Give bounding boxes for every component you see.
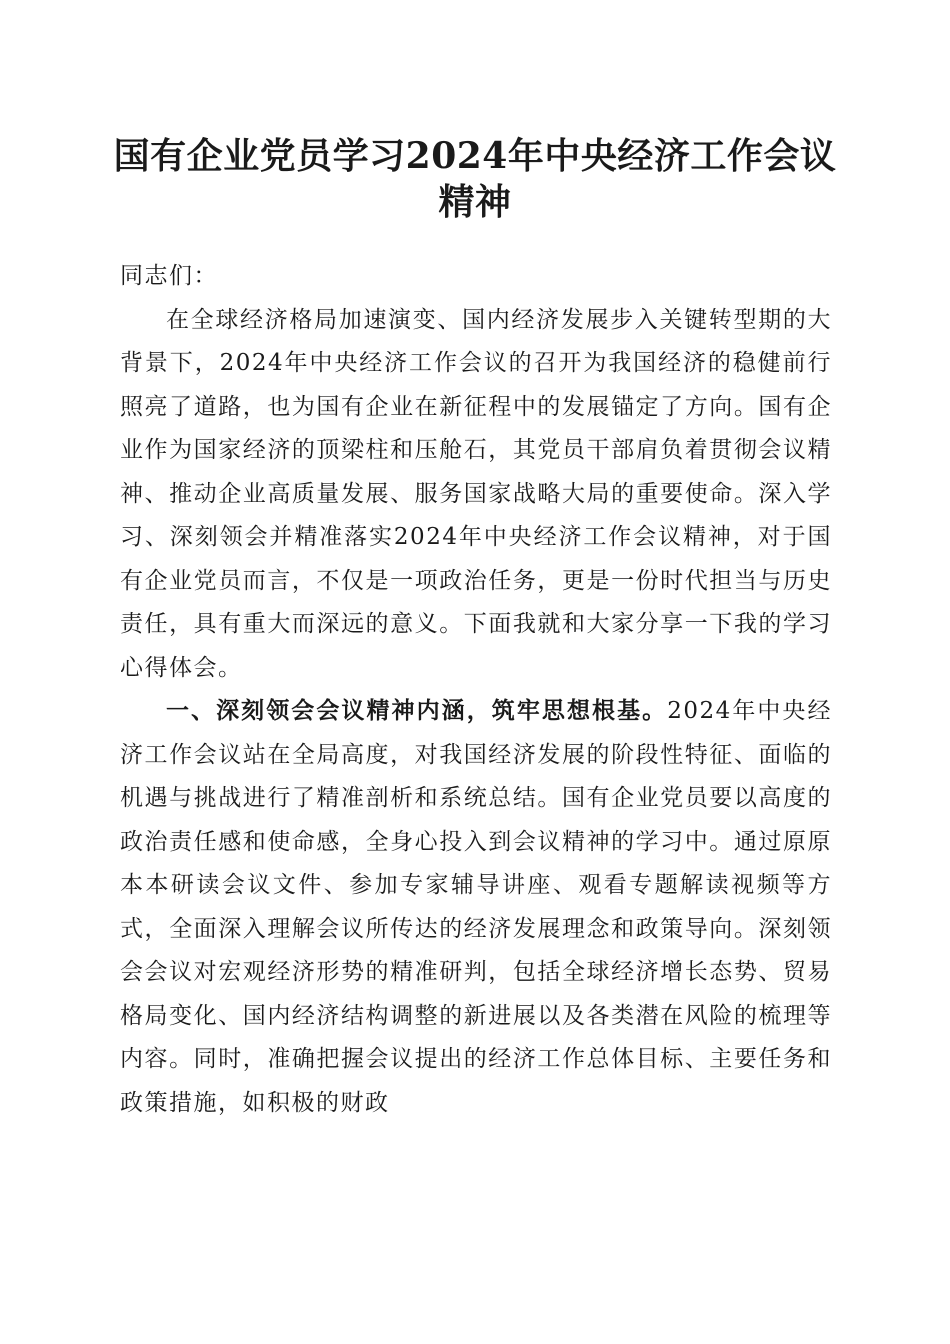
section-1-heading: 一、深刻领会会议精神内涵，筑牢思想根基。 <box>166 698 668 724</box>
document-body <box>120 255 832 1125</box>
document-title: 国有企业党员学习2024年中央经济工作会议精神 <box>113 135 837 223</box>
intro-paragraph: 在全球经济格局加速演变、国内经济发展步入关键转型期的大背景下，2024年中央经济工作会议的召开为我国经济的稳健前行照亮了道路，也为国有企业在新征程中的发展锚定了方向。国有企业作为国家经济的顶梁柱和压舱石，其党员干部肩负着贯彻会议精神、推动企业高质量发展、服务国家战略大局的重要使命。深入学习、深刻领会并精准落实2024年中央经济工作会议精神，对于国有企业党员而言，不仅是一项政治任务，更是一份时代担当与历史责任，具有重大而深远的意义。下面我就和大家分享一下我的学习心得体会。 <box>120 306 832 681</box>
salutation: 同志们： <box>120 263 218 289</box>
section-1-body: 2024年中央经济工作会议站在全局高度，对我国经济发展的阶段性特征、面临的机遇与挑战进行了精准剖析和系统总结。国有企业党员要以高度的政治责任感和使命感，全身心投入到会议精神的学习中。通过原原本本研读会议文件、参加专家辅导讲座、观看专题解读视频等方式，全面深入理解会议所传达的经济发展理念和政策导向。深刻领会会议对宏观经济形势的精准研判，包括全球经济增长态势、贸易格局变化、国内经济结构调整的新进展以及各类潜在风险的梳理等内容。同时，准确把握会议提出的经济工作总体目标、主要任务和政策措施，如积极的财政 <box>120 698 832 1116</box>
section-1-paragraph <box>120 690 832 1125</box>
